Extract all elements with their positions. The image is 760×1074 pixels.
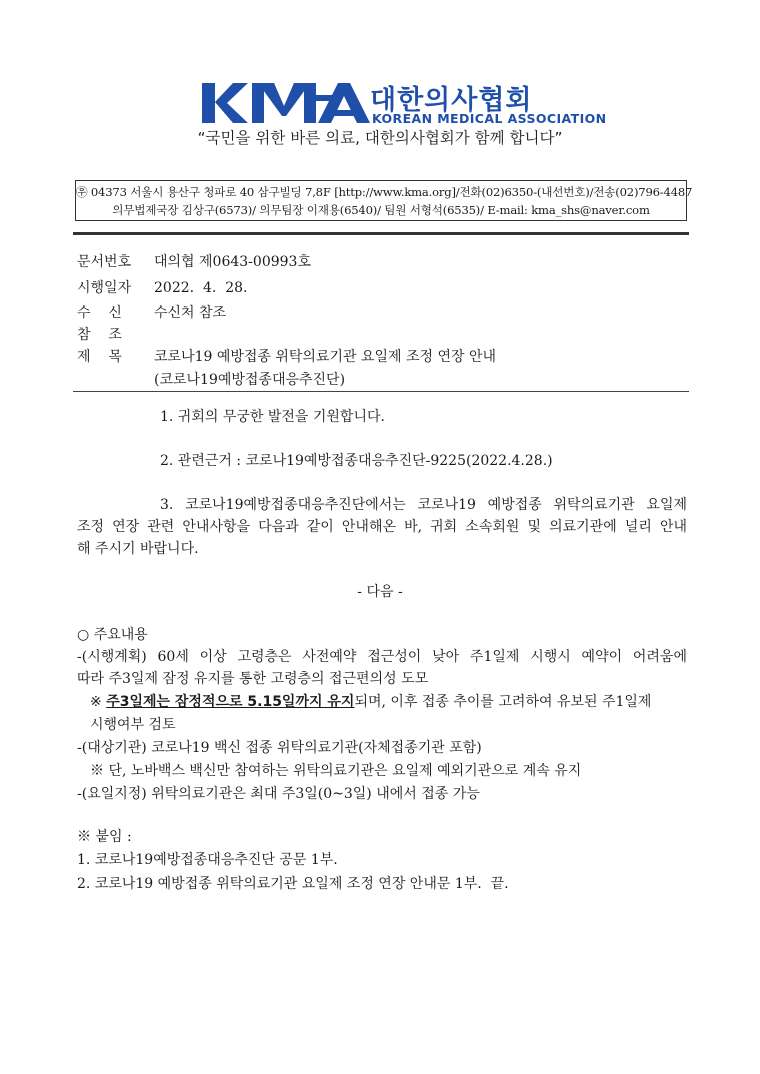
paragraph-2: 2. 관련근거 : 코로나19예방접종대응추진단-9225(2022.4.28.) [160,453,553,469]
doc-number-row [77,251,311,271]
subject-divider [73,391,689,392]
note-2: ※ 단, 노바백스 백신만 참여하는 위탁의료기관은 요일제 예외기관으로 계속 유지 [90,763,582,779]
kma-logo-mark [200,80,370,126]
paragraph-3-line-3: 해 주시기 바랍니다. [77,541,199,557]
slogan: “국민을 위한 바른 의료, 대한의사협회가 함께 합니다” [197,129,563,147]
logo-korean-name: 대한의사협회 [370,85,533,116]
address-box [75,180,693,221]
recipient-value: 수신처 참조 [154,305,227,321]
subject-sub: (코로나19예방접종대응추진단) [154,372,346,388]
subject-row [77,346,496,366]
attachment-label: ※ 붙임 : [77,829,132,845]
kma-logo [200,80,607,128]
subject-label: 제 목 [77,349,122,365]
recipient-row [77,302,226,322]
following-divider: - 다음 - [357,584,403,600]
doc-number-label: 문서번호 [77,254,132,270]
date-label: 시행일자 [77,280,132,296]
reference-label: 참 조 [77,327,122,343]
note-1-mark: ※ [90,694,107,710]
date-row [77,277,248,297]
item-1-line-1: -(시행계획) 60세 이상 고령층은 사전예약 접근성이 낮아 주1일제 시행시 예약이 어려움에 [77,649,687,665]
item-3: -(요일지정) 위탁의료기관은 최대 주3일(0~3일) 내에서 접종 가능 [77,786,480,802]
note-1-line-1 [90,691,651,711]
paragraph-1: 1. 귀회의 무궁한 발전을 기원합니다. [160,409,385,425]
attachment-1: 1. 코로나19예방접종대응추진단 공문 1부. [77,852,338,868]
header-divider [73,232,689,235]
note-1-line-2: 시행여부 검토 [90,717,176,733]
reference-row [77,324,154,344]
date-value: 2022. 4. 28. [154,280,248,296]
address-line-1: ㉾ 04373 서울시 용산구 청파로 40 삼구빌딩 7,8F [http://www.kma.org]/전화(02)6350-(내선번호)/전송(02)796-4487 [76,185,693,199]
main-content-heading: ○ 주요내용 [77,627,148,643]
subject-value: 코로나19 예방접종 위탁의료기관 요일제 조정 연장 안내 [154,349,497,365]
logo-english-name: KOREAN MEDICAL ASSOCIATION [372,111,607,126]
address-line-2: 의무법제국장 김상구(6573)/ 의무팀장 이재용(6540)/ 팀원 서형석(6535)/ E-mail: kma_shs@naver.com [112,203,650,217]
paragraph-3-line-1: 3. 코로나19예방접종대응추진단에서는 코로나19 예방접종 위탁의료기관 요일제 [160,497,687,513]
paragraph-3-line-2: 조정 연장 관련 안내사항을 다음과 같이 안내해온 바, 귀회 소속회원 및 의료기관에 널리 안내 [77,519,687,535]
item-1-line-2: 따라 주3일제 잠정 유지를 통한 고령층의 접근편의성 도모 [77,671,429,687]
recipient-label: 수 신 [77,305,122,321]
attachment-2: 2. 코로나19 예방접종 위탁의료기관 요일제 조정 연장 안내문 1부. 끝. [77,876,509,892]
doc-number: 대의협 제0643-00993호 [154,254,311,270]
note-1-rest: 되며, 이후 접종 추이를 고려하여 유보된 주1일제 [354,694,652,710]
note-1-emphasis: 주3일제는 잠정적으로 5.15일까지 유지 [106,694,355,710]
item-2: -(대상기관) 코로나19 백신 접종 위탁의료기관(자체접종기관 포함) [77,740,482,756]
